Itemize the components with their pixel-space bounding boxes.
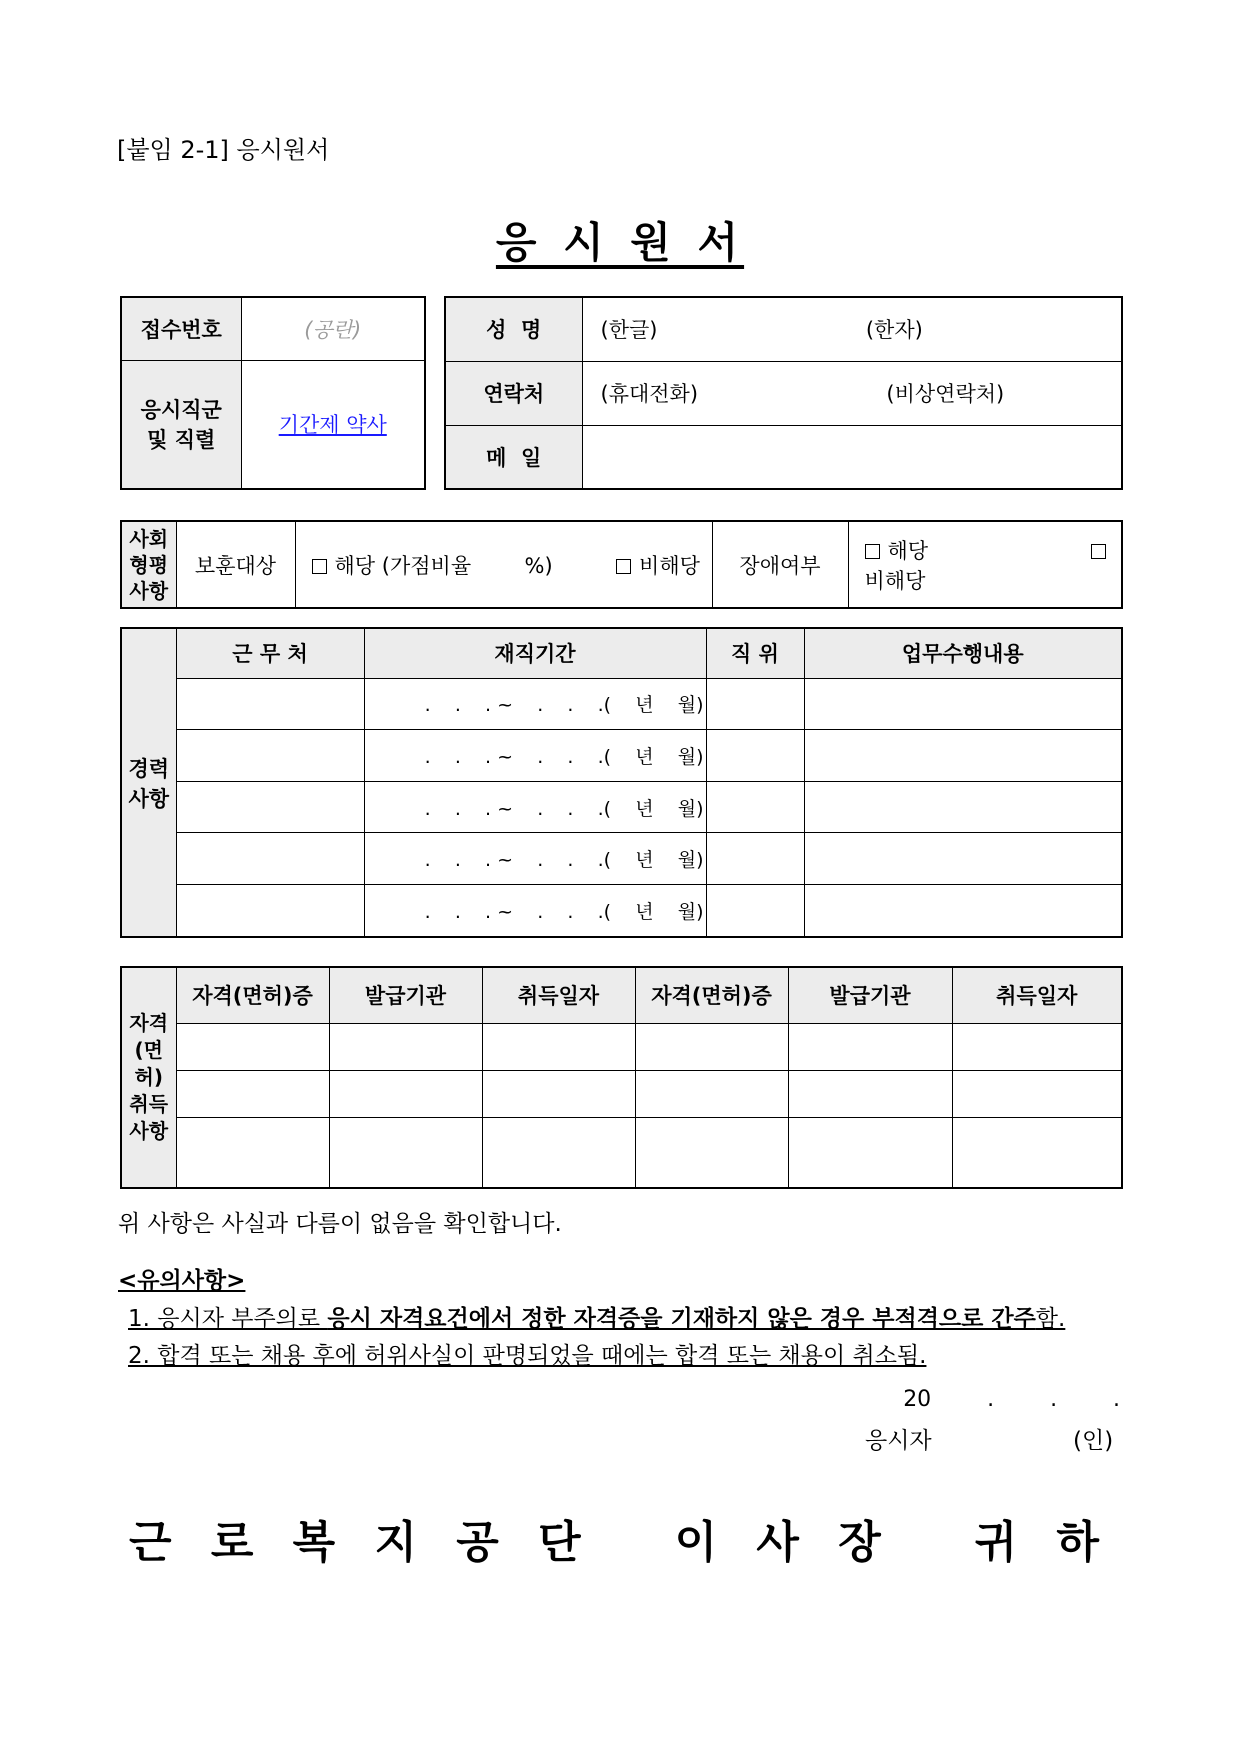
contact-emergency: (비상연락처) [886, 382, 1005, 406]
license-row [121, 1023, 1122, 1070]
veteran-yes-option[interactable] [312, 554, 376, 578]
name-hanja: (한자) [865, 318, 923, 343]
license-cell[interactable] [329, 1023, 482, 1070]
career-period-cell[interactable]: . . . ~ . . .( 년 월) [364, 833, 706, 885]
license-header-issuer-2: 발급기관 [788, 967, 952, 1023]
confirm-text: 위 사항은 사실과 다름이 없음을 확인합니다. [118, 1211, 562, 1237]
job-label [121, 360, 241, 489]
license-cell[interactable] [788, 1023, 952, 1070]
license-table [120, 966, 1123, 1189]
email-field[interactable] [582, 425, 1122, 489]
license-cell[interactable] [329, 1117, 482, 1188]
applicant-table [444, 296, 1123, 490]
veteran-options [295, 521, 712, 608]
notice-item-1 [128, 1300, 1065, 1333]
career-header-duties: 업무수행내용 [804, 628, 1122, 678]
license-header-date: 취득일자 [482, 967, 635, 1023]
email-label: 메 일 [445, 425, 582, 489]
contact-mobile: (휴대전화) [600, 382, 699, 406]
career-workplace-cell[interactable] [176, 781, 364, 833]
license-header-issuer: 발급기관 [329, 967, 482, 1023]
name-label: 성 명 [445, 297, 582, 361]
disability-options [848, 521, 1122, 608]
license-label [121, 967, 176, 1188]
disability-yes-checkbox[interactable] [865, 544, 880, 559]
veteran-no-checkbox[interactable] [616, 559, 631, 574]
social-label [121, 521, 176, 608]
veteran-no-option[interactable] [616, 554, 700, 578]
career-period-cell[interactable]: . . . ~ . . .( 년 월) [364, 781, 706, 833]
license-cell[interactable] [482, 1070, 635, 1117]
career-position-cell[interactable] [706, 781, 804, 833]
license-header-cert-2: 자격(면허)증 [635, 967, 788, 1023]
career-label-2: 사항 [128, 786, 170, 811]
social-table [120, 520, 1123, 609]
career-position-cell[interactable] [706, 730, 804, 782]
title-wrap [0, 210, 1240, 270]
date-line[interactable]: 20 . . . [903, 1387, 1120, 1412]
career-workplace-cell[interactable] [176, 884, 364, 937]
career-position-cell[interactable] [706, 833, 804, 885]
social-label-1: 사회 [129, 526, 169, 551]
career-duties-cell[interactable] [804, 730, 1122, 782]
license-cell[interactable] [788, 1117, 952, 1188]
veteran-rate: (가점비율 %) [381, 553, 553, 578]
page-title: 응 시 원 서 [495, 218, 745, 267]
career-workplace-cell[interactable] [176, 730, 364, 782]
license-row [121, 1117, 1122, 1188]
license-cell[interactable] [176, 1117, 329, 1188]
license-label-1: 자격 [129, 1011, 169, 1035]
notice-item-1-suffix: 함. [1035, 1306, 1066, 1332]
career-label [121, 628, 176, 937]
notice-item-1-prefix: 1. 응시자 부주의로 [128, 1306, 328, 1332]
career-row [121, 730, 1122, 782]
license-cell[interactable] [482, 1023, 635, 1070]
career-header-position: 직 위 [706, 628, 804, 678]
veteran-no-label: 비해당 [639, 553, 700, 578]
disability-no-label: 비해당 [864, 568, 926, 593]
job-label-line1: 응시직군 [140, 398, 222, 423]
career-row [121, 678, 1122, 730]
disability-no-checkbox[interactable] [1091, 544, 1106, 559]
contact-label: 연락처 [445, 361, 582, 425]
job-label-line2: 및 직렬 [147, 428, 216, 453]
footer-addressee: 근 로 복 지 공 단 이 사 장 귀 하 [129, 1517, 1111, 1568]
receipt-no-label: 접수번호 [121, 297, 241, 360]
license-label-4: 사항 [129, 1119, 169, 1143]
notice-item-1-bold: 응시 자격요건에서 정한 자격증을 기재하지 않은 경우 부적격으로 간주 [327, 1306, 1036, 1332]
career-position-cell[interactable] [706, 678, 804, 730]
career-period-cell[interactable]: . . . ~ . . .( 년 월) [364, 884, 706, 937]
license-label-3: 취득 [129, 1092, 169, 1116]
receipt-no-value: (공란) [241, 297, 425, 360]
career-duties-cell[interactable] [804, 678, 1122, 730]
career-duties-cell[interactable] [804, 833, 1122, 885]
receipt-table [120, 296, 426, 490]
name-field[interactable] [582, 297, 1122, 361]
disability-label: 장애여부 [712, 521, 848, 608]
career-position-cell[interactable] [706, 884, 804, 937]
job-value-link[interactable]: 기간제 약사 [278, 413, 387, 438]
social-label-3: 사항 [129, 578, 169, 603]
license-cell[interactable] [176, 1023, 329, 1070]
career-row [121, 833, 1122, 885]
career-header-period: 재직기간 [364, 628, 706, 678]
career-row [121, 884, 1122, 937]
license-cell[interactable] [635, 1117, 788, 1188]
career-workplace-cell[interactable] [176, 833, 364, 885]
notice-item-2: 2. 합격 또는 채용 후에 허위사실이 판명되었을 때에는 합격 또는 채용이 취소됨. [128, 1343, 927, 1369]
career-duties-cell[interactable] [804, 884, 1122, 937]
attachment-label: [붙임 2-1] 응시원서 [117, 136, 330, 164]
applicant-label: 응시자 [865, 1428, 932, 1454]
disability-yes-option[interactable] [865, 539, 929, 563]
veteran-yes-checkbox[interactable] [312, 559, 327, 574]
veteran-label: 보훈대상 [176, 521, 295, 608]
license-row [121, 1070, 1122, 1117]
seal-label: (인) [1073, 1428, 1114, 1454]
license-cell[interactable] [788, 1070, 952, 1117]
career-label-1: 경력 [128, 756, 170, 781]
license-cell[interactable] [635, 1023, 788, 1070]
veteran-yes-label: 해당 [334, 553, 376, 578]
license-cell[interactable] [635, 1070, 788, 1117]
license-header-cert: 자격(면허)증 [176, 967, 329, 1023]
license-header-date-2: 취득일자 [952, 967, 1122, 1023]
career-header-workplace: 근 무 처 [176, 628, 364, 678]
career-workplace-cell[interactable] [176, 678, 364, 730]
career-period-cell[interactable]: . . . ~ . . .( 년 월) [364, 678, 706, 730]
license-label-2: (면허) [134, 1038, 163, 1089]
career-table [120, 627, 1123, 938]
career-period-cell[interactable]: . . . ~ . . .( 년 월) [364, 730, 706, 782]
social-label-2: 형평 [129, 552, 169, 577]
license-cell[interactable] [329, 1070, 482, 1117]
license-cell[interactable] [482, 1117, 635, 1188]
license-cell[interactable] [952, 1117, 1122, 1188]
career-row [121, 781, 1122, 833]
license-cell[interactable] [952, 1023, 1122, 1070]
notice-title: <유의사항> [118, 1268, 246, 1294]
contact-field[interactable] [582, 361, 1122, 425]
disability-yes-label: 해당 [887, 538, 929, 563]
career-duties-cell[interactable] [804, 781, 1122, 833]
license-cell[interactable] [952, 1070, 1122, 1117]
name-korean: (한글) [600, 318, 658, 343]
license-cell[interactable] [176, 1070, 329, 1117]
license-header-row [121, 967, 1122, 1023]
career-header-row [121, 628, 1122, 678]
